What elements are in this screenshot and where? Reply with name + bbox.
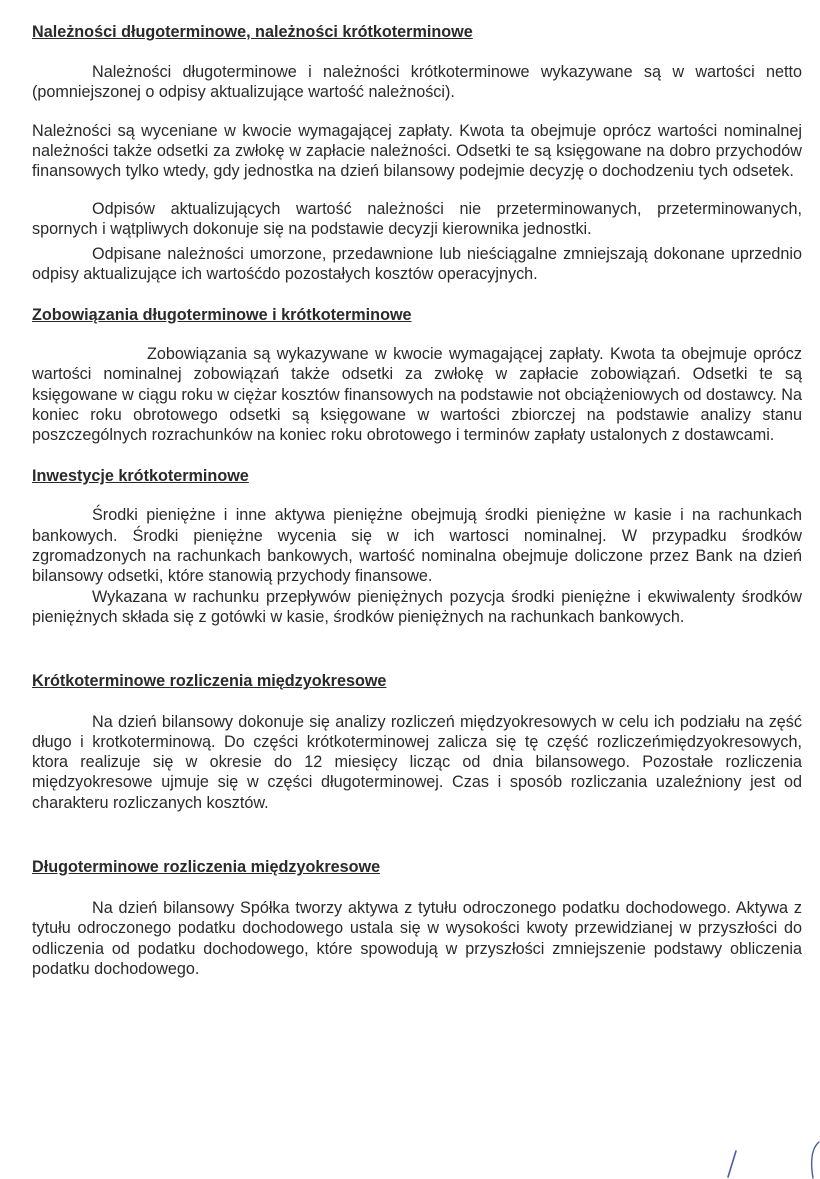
paragraph: Środki pieniężne i inne aktywa pieniężne obejmują środki pieniężne w kasie i na rachunkach bankowych. Środki pieniężne wycenia się w ich wartosci nominalnej. W przypadku środków zgromadzonych na rachunkach bankowych, wartość nominalna obejmuje doliczone przez Bank na dzień bilansowy odsetki, które stanowią przychody finansowe. <box>32 506 802 586</box>
section-heading-short-term-accruals: Krótkoterminowe rozliczenia międzyokresowe <box>32 671 387 690</box>
paragraph: Zobowiązania są wykazywane w kwocie wymagającej zapłaty. Kwota ta obejmuje oprócz wartości nominalnej zobowiązań także odsetki za zwłokę w zapłacie zobowiązań. Odsetki te są księgowane w ciągu roku w ciężar kosztów finansowych na podstawie not obciążeniowych od dostawcy. Na koniec roku obrotowego odsetki są księgowane w wartości zbiorczej na podstawie analizy stanu poszczególnych rozrachunków na koniec roku obrotowego i terminów zapłaty ustalonych z dostawcami. <box>32 345 802 445</box>
paragraph: Na dzień bilansowy Spółka tworzy aktywa z tytułu odroczonego podatku dochodowego. Aktywa z tytułu odroczonego podatku dochodowego ustala się w wysokości kwoty przewidzianej w przyszłości do odliczenia od podatku dochodowego, które spowodują w przyszłości zmniejszenie podstawy obliczenia podatku dochodowego. <box>32 899 802 978</box>
document-page <box>32 18 802 979</box>
paragraph: Odpisane należności umorzone, przedawnione lub nieściągalne zmniejszają dokonane uprzednio odpisy aktualizujące ich wartośćdo pozostałych kosztów operacyjnych. <box>32 244 802 283</box>
paragraph: Wykazana w rachunku przepływów pieniężnych pozycja środki pieniężne i ekwiwalenty środków pieniężnych składa się z gotówki w kasie, środków pieniężnych na rachunkach bankowych. <box>32 588 802 627</box>
paragraph: Odpisów aktualizujących wartość należności nie przeterminowanych, przeterminowanych, spornych i wątpliwych dokonuje się na podstawie decyzji kierownika jednostki. <box>32 200 802 239</box>
pen-stroke-mark <box>725 1150 739 1178</box>
section-heading-long-term-accruals: Długoterminowe rozliczenia międzyokresowe <box>32 857 381 876</box>
paragraph: Należności są wyceniane w kwocie wymagającej zapłaty. Kwota ta obejmuje oprócz wartości nominalnej należności także odsetki za zwłokę w zapłacie należności. Odsetki te są księgowane na dobro przychodów finansowych tylko wtedy, gdy jednostka na dzień bilansowy podejmie decyzję o dochodzeniu tych odsetek. <box>32 121 802 181</box>
section-heading-receivables: Należności długoterminowe, należności krótkoterminowe <box>32 23 473 41</box>
section-heading-liabilities: Zobowiązania długoterminowe i krótkoterminowe <box>32 306 412 325</box>
section-heading-short-term-investments: Inwestycje krótkoterminowe <box>32 467 249 486</box>
paragraph: Na dzień bilansowy dokonuje się analizy rozliczeń międzyokresowych w celu ich podziału na zęść długo i krotkoterminową. Do części krótkoterminowej zalicza się tę część rozliczeńmiędzyokresowych, ktora realizuje się w okresie do 12 miesięcy licząc od dnia bilansowego. Pozostałe rozliczenia międzyokresowe ujmuje się w części długoterminowej. Czas i sposób rozliczania uzaleźniony jest od charakteru rozliczanych kosztów. <box>32 712 802 812</box>
paragraph: Należności długoterminowe i należności krótkoterminowe wykazywane są w wartości netto (pomniejszonej o odpisy aktualizujące wartość należności). <box>32 63 802 102</box>
signature-fragment-mark <box>808 1140 820 1179</box>
